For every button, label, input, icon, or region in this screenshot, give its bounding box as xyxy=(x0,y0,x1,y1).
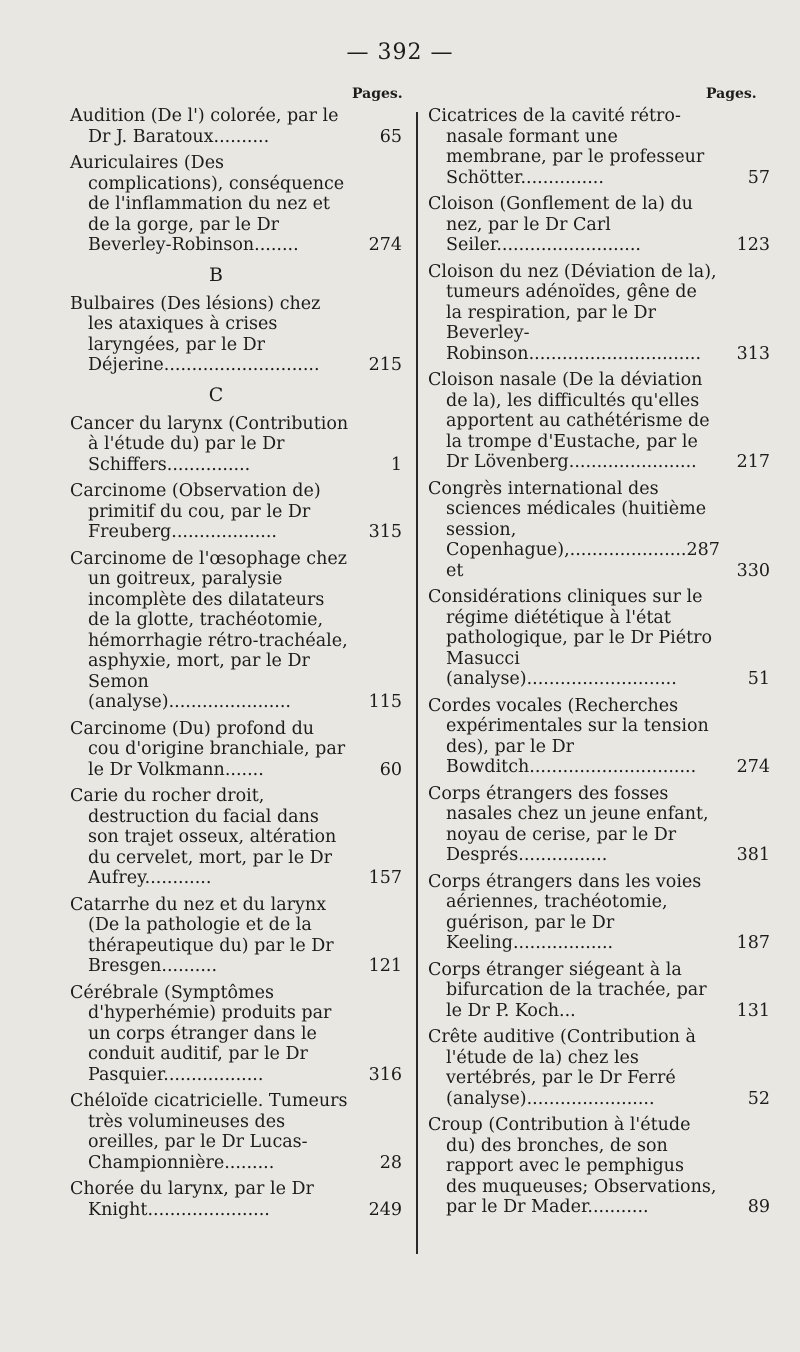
index-entry xyxy=(70,1179,402,1220)
index-entry xyxy=(70,1091,402,1173)
section-letter: B xyxy=(209,263,223,286)
entry-text: Auriculaires (Des complications), conséquence de l'inflammation du nez et de la gorge, par le Dr Beverley-Robinson........ xyxy=(70,153,345,255)
entry-page-number: 57 xyxy=(747,167,770,188)
index-entry xyxy=(70,786,402,889)
entry-page-number: 187 xyxy=(736,933,770,953)
entry-page-number: 274 xyxy=(736,757,770,777)
index-entry xyxy=(428,194,770,256)
index-entry xyxy=(70,549,402,713)
entry-page-number: 330 xyxy=(736,560,770,581)
entry-text: Cloison (Gonflement de la) du nez, par le Dr Carl Seiler.......................... xyxy=(428,194,693,255)
entry-page-number: 89 xyxy=(747,1197,770,1217)
right-column xyxy=(428,106,770,1224)
entry-text: Corps étrangers des fosses nasales chez un jeune enfant, noyau de cerise, par le Dr Després................ xyxy=(428,783,709,865)
entry-text: Considérations cliniques sur le régime diététique à l'état pathologique, par le Dr Piétro Masucci (analyse)........................... xyxy=(428,587,713,689)
entry-text: Croup (Contribution à l'étude du) des bronches, de son rapport avec le pemphigus des muqueuses; Observations, par le Dr Mader........... xyxy=(428,1115,717,1217)
index-entry xyxy=(70,106,402,147)
entry-page-number: 313 xyxy=(736,343,770,364)
entry-page-number: 65 xyxy=(379,126,402,147)
entry-page-number: 274 xyxy=(368,235,402,255)
entry-text: Cérébrale (Symptômes d'hyperhémie) produits par un corps étranger dans le conduit auditif, par le Dr Pasquier.................. xyxy=(70,982,332,1085)
entry-page-number: 123 xyxy=(736,235,770,255)
entry-page-number: 60 xyxy=(379,759,402,780)
entry-page-number: 249 xyxy=(368,1199,402,1220)
entry-text: Carcinome (Observation de) primitif du cou, par le Dr Freuberg................... xyxy=(70,481,321,542)
entry-text: Catarrhe du nez et du larynx (De la pathologie et de la thérapeutique du) par le Dr Bresgen.......... xyxy=(70,894,334,976)
entry-text: Cancer du larynx (Contribution à l'étude du) par le Dr Schiffers............... xyxy=(70,413,349,475)
entry-page-number: 1 xyxy=(390,454,402,475)
entry-text: Congrès international des sciences médicales (huitième session, Copenhague),.....................287 et xyxy=(428,478,720,581)
page-number: — 392 — xyxy=(346,40,454,65)
entry-text: Carie du rocher droit, destruction du facial dans son trajet osseux, altération du cervelet, mort, par le Dr Aufrey............ xyxy=(70,786,337,888)
right-column-header: Pages. xyxy=(706,86,757,102)
index-entry xyxy=(428,872,770,954)
entry-text: Chorée du larynx, par le Dr Knight...................... xyxy=(70,1179,314,1220)
entry-page-number: 52 xyxy=(747,1088,770,1109)
index-entry xyxy=(428,106,770,188)
index-entry xyxy=(70,481,402,543)
entry-text: Chéloïde cicatricielle. Tumeurs très volumineuses des oreilles, par le Dr Lucas-Championnière......... xyxy=(70,1091,348,1173)
index-entry xyxy=(70,294,402,376)
index-entry xyxy=(70,983,402,1086)
index-entry xyxy=(70,414,402,476)
entry-text: Corps étranger siégeant à la bifurcation de la trachée, par le Dr P. Koch... xyxy=(428,959,707,1021)
entry-text: Cloison nasale (De la déviation de la), les difficultés qu'elles apportent au cathétérisme de la trompe d'Eustache, par le Dr Lövenberg....................... xyxy=(428,370,710,472)
index-entry xyxy=(70,153,402,256)
left-column xyxy=(70,106,402,1226)
index-entry xyxy=(428,960,770,1022)
entry-text: Cicatrices de la cavité rétro-nasale formant une membrane, par le professeur Schötter............... xyxy=(428,106,705,188)
entry-page-number: 115 xyxy=(368,692,402,712)
entry-page-number: 51 xyxy=(747,669,770,689)
index-entry xyxy=(428,370,770,473)
entry-text: Audition (De l') colorée, par le Dr J. Baratoux.......... xyxy=(70,106,339,147)
entry-text: Cloison du nez (Déviation de la), tumeurs adénoïdes, gêne de la respiration, par le Dr Beverley-Robinson............................... xyxy=(428,261,717,364)
entry-text: Bulbaires (Des lésions) chez les ataxiques à crises laryngées, par le Dr Déjerine............................ xyxy=(70,293,321,375)
entry-text: Carcinome de l'œsophage chez un goitreux, paralysie incomplète des dilatateurs de la glotte, trachéotomie, hémorrhagie rétro-trachéale, asphyxie, mort, par le Dr Semon (analyse)...................... xyxy=(70,548,348,712)
entry-page-number: 131 xyxy=(736,1000,770,1021)
index-entry xyxy=(428,784,770,866)
entry-page-number: 316 xyxy=(368,1064,402,1085)
entry-text: Corps étrangers dans les voies aériennes, trachéotomie, guérison, par le Dr Keeling.................. xyxy=(428,871,702,953)
index-entry xyxy=(428,262,770,365)
section-letter: C xyxy=(208,383,224,406)
index-entry xyxy=(70,895,402,977)
entry-page-number: 121 xyxy=(368,956,402,976)
index-entry xyxy=(428,587,770,690)
index-entry xyxy=(428,479,770,582)
entry-page-number: 28 xyxy=(379,1152,402,1173)
entry-page-number: 381 xyxy=(736,845,770,865)
entry-page-number: 217 xyxy=(736,452,770,472)
index-entry xyxy=(428,696,770,778)
entry-page-number: 157 xyxy=(368,868,402,888)
entry-page-number: 315 xyxy=(368,522,402,542)
left-column-header: Pages. xyxy=(352,86,403,102)
index-entry xyxy=(428,1027,770,1109)
index-entry xyxy=(428,1115,770,1218)
index-entry xyxy=(70,719,402,781)
entry-text: Crête auditive (Contribution à l'étude de la) chez les vertébrés, par le Dr Ferré (analyse)....................... xyxy=(428,1027,696,1109)
entry-page-number: 215 xyxy=(368,355,402,375)
entry-text: Carcinome (Du) profond du cou d'origine branchiale, par le Dr Volkmann....... xyxy=(70,718,346,780)
column-divider xyxy=(416,112,418,1254)
entry-text: Cordes vocales (Recherches expérimentales sur la tension des), par le Dr Bowditch.............................. xyxy=(428,695,709,777)
